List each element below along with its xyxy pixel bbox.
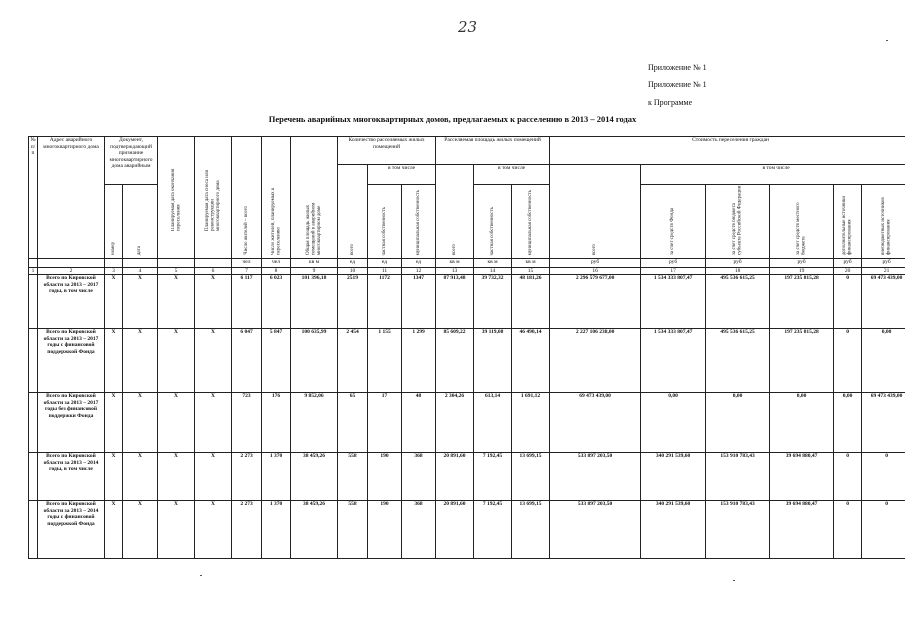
table-cell: 533 897 203,50 bbox=[550, 501, 641, 559]
table-cell: 197 235 815,28 bbox=[770, 329, 834, 393]
header-doc-number: номер bbox=[105, 185, 123, 259]
row-label: Всего по Кировской области за 2013 – 2014 годы, в том числе bbox=[38, 453, 105, 501]
unit-cell: руб bbox=[550, 258, 641, 267]
table-cell: 0 bbox=[834, 453, 862, 501]
unit-cell: руб bbox=[706, 258, 770, 267]
table-cell: 6 023 bbox=[262, 275, 291, 329]
table-cell: 101 396,18 bbox=[291, 275, 338, 329]
unit-cell: ед bbox=[338, 258, 368, 267]
table-cell: 1 534 333 807,47 bbox=[641, 329, 706, 393]
appendix-line-3: к Программе bbox=[648, 98, 693, 107]
table-cell: X bbox=[195, 453, 232, 501]
header-count-municipal: муниципальная собственность bbox=[402, 185, 436, 259]
table-cell: 0 bbox=[862, 501, 905, 559]
header-cost-sub: в том числе bbox=[641, 165, 905, 185]
header-num: № п/п bbox=[29, 137, 38, 259]
table-cell: 20 891,60 bbox=[436, 501, 474, 559]
table-cell: 69 473 439,00 bbox=[862, 275, 905, 329]
table-cell: X bbox=[123, 501, 158, 559]
table-cell: 0,00 bbox=[834, 393, 862, 453]
table-cell: 0 bbox=[862, 453, 905, 501]
table-cell: X bbox=[195, 275, 232, 329]
table-cell: 39 694 880,47 bbox=[770, 453, 834, 501]
table-cell: 0,00 bbox=[641, 393, 706, 453]
table-cell: 0,00 bbox=[706, 393, 770, 453]
header-row-1 bbox=[29, 137, 905, 165]
table-cell: 2 454 bbox=[338, 329, 368, 393]
table-cell: 39 732,32 bbox=[474, 275, 512, 329]
row-number-cell bbox=[29, 393, 38, 453]
unit-cell: руб bbox=[834, 258, 862, 267]
header-residents-total: Число жителей – всего bbox=[232, 137, 262, 259]
header-cost-total: всего bbox=[550, 165, 641, 259]
table-cell: 340 291 539,60 bbox=[641, 453, 706, 501]
col-number: 18 bbox=[706, 267, 770, 275]
table-cell: X bbox=[105, 393, 123, 453]
header-area-private: частная собственность bbox=[474, 185, 512, 259]
table-cell: 2519 bbox=[338, 275, 368, 329]
table-cell: 13 699,15 bbox=[512, 501, 550, 559]
unit-cell: чел bbox=[232, 258, 262, 267]
table-cell: X bbox=[123, 393, 158, 453]
data-rows bbox=[29, 275, 905, 559]
header-demolition-date: Планируемая дата сноса или реконструкции многоквартирного дома bbox=[195, 137, 232, 259]
table-cell: 613,14 bbox=[474, 393, 512, 453]
table-cell: X bbox=[158, 275, 195, 329]
table-cell: 7 192,45 bbox=[474, 501, 512, 559]
col-number: 5 bbox=[158, 267, 195, 275]
table-cell: 0 bbox=[834, 275, 862, 329]
header-area-sub: в том числе bbox=[474, 165, 550, 185]
header-cost-fund: за счет средств Фонда bbox=[641, 185, 706, 259]
document-title: Перечень аварийных многоквартирных домов, предлагаемых к расселению в 2013 – 2014 годах bbox=[268, 114, 637, 124]
table-cell: X bbox=[158, 453, 195, 501]
table-cell: 38 459,26 bbox=[291, 453, 338, 501]
table-row bbox=[29, 453, 905, 501]
table-cell: 17 bbox=[368, 393, 402, 453]
scan-speck bbox=[886, 40, 888, 41]
header-residents-planned: Число жителей, планируемых к переселению bbox=[262, 137, 291, 259]
table-cell: 0,00 bbox=[862, 329, 905, 393]
unit-cell: руб bbox=[770, 258, 834, 267]
header-cost-local: за счет средств местного бюджета bbox=[770, 185, 834, 259]
header-area-total: всего bbox=[436, 165, 474, 259]
table-cell: 48 181,26 bbox=[512, 275, 550, 329]
table-cell: 2 304,26 bbox=[436, 393, 474, 453]
table-cell: X bbox=[195, 393, 232, 453]
table-cell: 85 609,22 bbox=[436, 329, 474, 393]
col-number: 17 bbox=[641, 267, 706, 275]
table-cell: X bbox=[158, 501, 195, 559]
table-cell: 7 192,45 bbox=[474, 453, 512, 501]
row-label: Всего по Кировской области за 2013 – 2017 годы, в том числе bbox=[38, 275, 105, 329]
table-cell: 2 273 bbox=[232, 453, 262, 501]
table-cell: 5 847 bbox=[262, 329, 291, 393]
table-cell: 340 291 539,60 bbox=[641, 501, 706, 559]
table-cell: 495 536 615,25 bbox=[706, 275, 770, 329]
row-number-cell bbox=[29, 501, 38, 559]
table-cell: X bbox=[123, 275, 158, 329]
table-cell: 176 bbox=[262, 393, 291, 453]
scan-speck bbox=[200, 575, 202, 576]
header-address: Адрес аварийного многоквартирного дома bbox=[38, 137, 105, 259]
table-cell: 153 910 783,43 bbox=[706, 453, 770, 501]
table-row bbox=[29, 275, 905, 329]
header-doc-group: Документ, подтверждающий признание многоквартирного дома аварийным bbox=[105, 137, 158, 185]
appendix-line-2: Приложение № 1 bbox=[648, 80, 707, 89]
header-cost-region: за счет средств бюджета субъекта Российской Федерации bbox=[706, 185, 770, 259]
unit-cell: ед bbox=[402, 258, 436, 267]
table-cell: 6 117 bbox=[232, 275, 262, 329]
table-cell: 38 459,26 bbox=[291, 501, 338, 559]
table-cell: 13 699,15 bbox=[512, 453, 550, 501]
table-cell: 558 bbox=[338, 453, 368, 501]
table-cell: 1172 bbox=[368, 275, 402, 329]
table-cell: 368 bbox=[402, 453, 436, 501]
row-number-cell bbox=[29, 453, 38, 501]
table-cell: 153 910 783,43 bbox=[706, 501, 770, 559]
row-label: Всего по Кировской области за 2013 – 2014 годы с финансовой поддержкой Фонда bbox=[38, 501, 105, 559]
row-number-cell bbox=[29, 329, 38, 393]
table-cell: 2 227 106 238,00 bbox=[550, 329, 641, 393]
col-number: 13 bbox=[436, 267, 474, 275]
table-cell: 69 473 439,00 bbox=[550, 393, 641, 453]
housing-table bbox=[28, 136, 905, 559]
unit-cell: чел bbox=[262, 258, 291, 267]
table-cell: 1 299 bbox=[402, 329, 436, 393]
table-cell: 9 852,06 bbox=[291, 393, 338, 453]
table-cell: X bbox=[105, 453, 123, 501]
table-cell: 0 bbox=[834, 329, 862, 393]
table-cell: 6 047 bbox=[232, 329, 262, 393]
table-row bbox=[29, 329, 905, 393]
table-cell: X bbox=[105, 329, 123, 393]
table-cell: X bbox=[195, 329, 232, 393]
table-cell: 495 536 615,25 bbox=[706, 329, 770, 393]
table-row bbox=[29, 393, 905, 453]
unit-cell: ед bbox=[368, 258, 402, 267]
col-number: 3 bbox=[105, 267, 123, 275]
unit-cell: руб bbox=[862, 258, 905, 267]
row-number-cell bbox=[29, 275, 38, 329]
table-cell: X bbox=[105, 501, 123, 559]
col-number: 16 bbox=[550, 267, 641, 275]
table-cell: X bbox=[158, 393, 195, 453]
table-cell: 533 897 203,50 bbox=[550, 453, 641, 501]
table-cell: X bbox=[158, 329, 195, 393]
table-cell: 368 bbox=[402, 501, 436, 559]
table-cell: 1 370 bbox=[262, 453, 291, 501]
header-area-group: Расселяемая площадь жилых помещений bbox=[436, 137, 550, 165]
table-cell: 190 bbox=[368, 453, 402, 501]
col-number: 8 bbox=[262, 267, 291, 275]
table-cell: 48 bbox=[402, 393, 436, 453]
table-cell: 39 119,08 bbox=[474, 329, 512, 393]
table-cell: 0 bbox=[834, 501, 862, 559]
table-cell: 39 694 880,47 bbox=[770, 501, 834, 559]
header-cost-group: Стоимость переселения граждан bbox=[550, 137, 905, 165]
table-cell: 100 635,99 bbox=[291, 329, 338, 393]
table-cell: X bbox=[123, 329, 158, 393]
col-number: 6 bbox=[195, 267, 232, 275]
header-count-total: всего bbox=[338, 165, 368, 259]
table-cell: 1347 bbox=[402, 275, 436, 329]
col-number: 20 bbox=[834, 267, 862, 275]
col-number: 11 bbox=[368, 267, 402, 275]
table-cell: 197 235 815,28 bbox=[770, 275, 834, 329]
page-number: 23 bbox=[458, 18, 478, 36]
table-cell: 87 913,48 bbox=[436, 275, 474, 329]
unit-cell: кв м bbox=[436, 258, 474, 267]
table-cell: 1 370 bbox=[262, 501, 291, 559]
col-number: 15 bbox=[512, 267, 550, 275]
header-count-group: Количество расселяемых жилых помещений bbox=[338, 137, 436, 165]
table-cell: 1 691,12 bbox=[512, 393, 550, 453]
column-numbers-row bbox=[29, 267, 905, 275]
header-planned-date: Планируемая дата окончания переселения bbox=[158, 137, 195, 259]
table-cell: 558 bbox=[338, 501, 368, 559]
col-number: 10 bbox=[338, 267, 368, 275]
header-count-private: частная собственность bbox=[368, 185, 402, 259]
col-number: 2 bbox=[38, 267, 105, 275]
scan-speck bbox=[733, 580, 735, 581]
col-number: 12 bbox=[402, 267, 436, 275]
table-cell: 2 296 579 677,00 bbox=[550, 275, 641, 329]
col-number: 7 bbox=[232, 267, 262, 275]
col-number: 1 bbox=[29, 267, 38, 275]
table-cell: 190 bbox=[368, 501, 402, 559]
table-cell: X bbox=[123, 453, 158, 501]
row-label: Всего по Кировской области за 2013 – 2017 годы без финансовой поддержки Фонда bbox=[38, 393, 105, 453]
table-cell: X bbox=[195, 501, 232, 559]
col-number: 4 bbox=[123, 267, 158, 275]
unit-cell: руб bbox=[641, 258, 706, 267]
table-row bbox=[29, 501, 905, 559]
row-label: Всего по Кировской области за 2013 – 2017 годы с финансовой поддержкой Фонда bbox=[38, 329, 105, 393]
unit-cell: кв м bbox=[474, 258, 512, 267]
table-cell: X bbox=[105, 275, 123, 329]
table-cell: 1 534 333 807,47 bbox=[641, 275, 706, 329]
table-cell: 20 891,60 bbox=[436, 453, 474, 501]
table-cell: 69 473 439,00 bbox=[862, 393, 905, 453]
header-cost-additional: дополнительные источники финансирования bbox=[834, 185, 862, 259]
table-cell: 1 155 bbox=[368, 329, 402, 393]
table-cell: 2 273 bbox=[232, 501, 262, 559]
header-doc-date: дата bbox=[123, 185, 158, 259]
appendix-line-1: Приложение № 1 bbox=[648, 63, 707, 72]
header-area-municipal: муниципальная собственность bbox=[512, 185, 550, 259]
table-cell: 723 bbox=[232, 393, 262, 453]
unit-cell: кв м bbox=[291, 258, 338, 267]
table-cell: 46 490,14 bbox=[512, 329, 550, 393]
table-cell: 0,00 bbox=[770, 393, 834, 453]
unit-cell: кв м bbox=[512, 258, 550, 267]
table-cell: 65 bbox=[338, 393, 368, 453]
col-number: 21 bbox=[862, 267, 905, 275]
header-total-area: Общая площадь жилых помещений в аварийном многоквартирном доме bbox=[291, 137, 338, 259]
units-row bbox=[29, 258, 905, 267]
header-count-sub: в том числе bbox=[368, 165, 436, 185]
col-number: 9 bbox=[291, 267, 338, 275]
header-cost-extrabudget: внебюджетных источников финансирования bbox=[862, 185, 905, 259]
col-number: 19 bbox=[770, 267, 834, 275]
col-number: 14 bbox=[474, 267, 512, 275]
